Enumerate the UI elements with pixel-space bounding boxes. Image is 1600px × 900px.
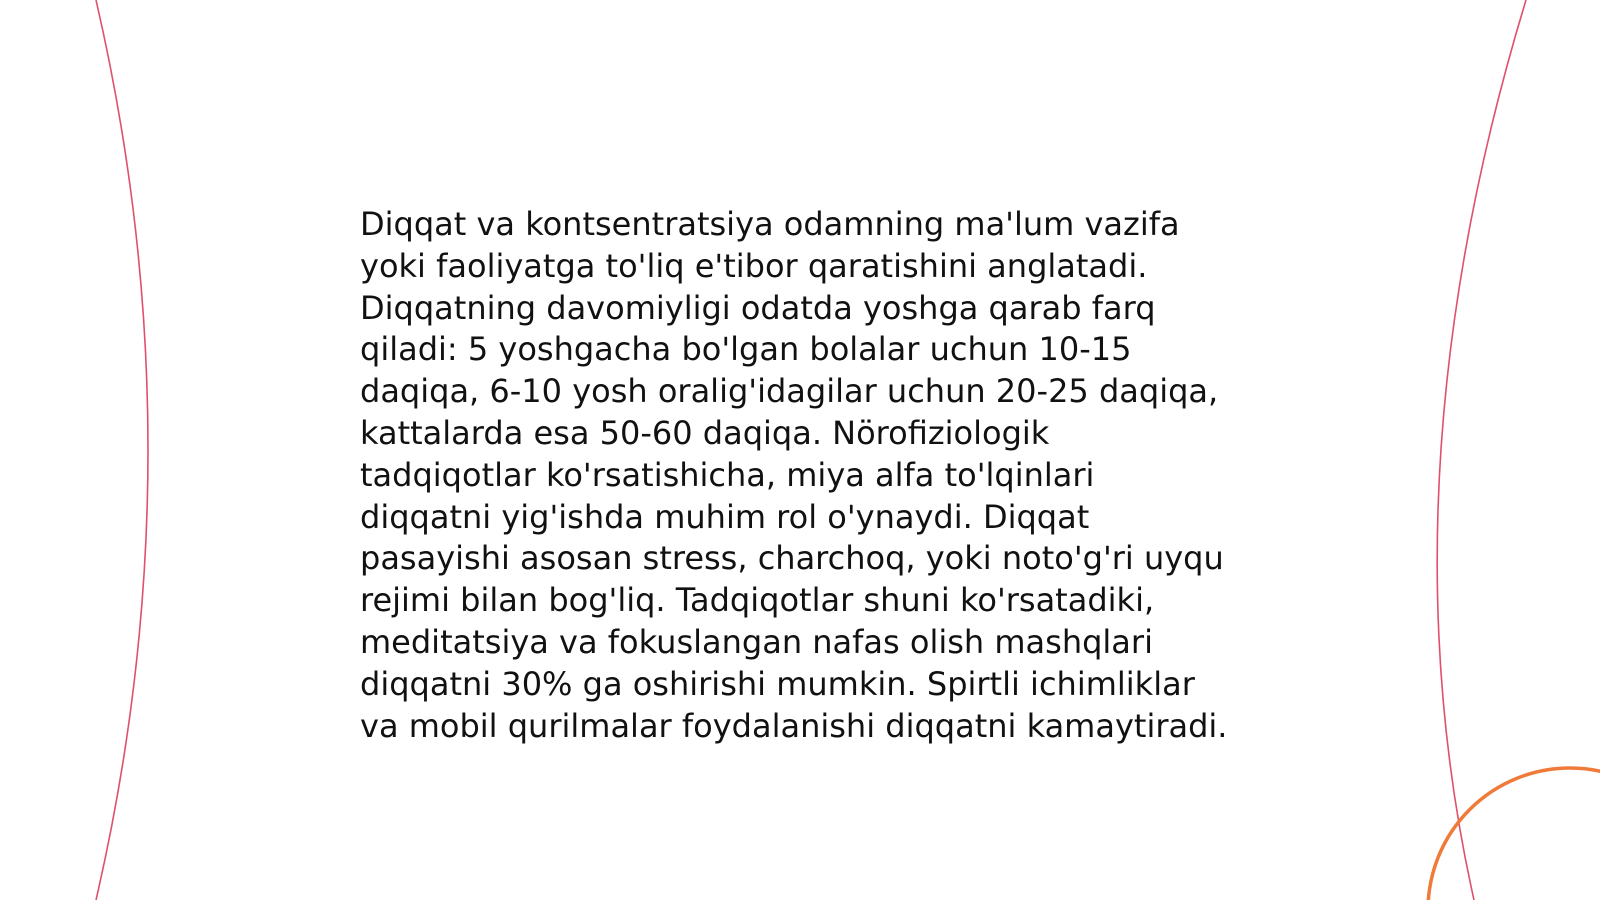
text-line: daqiqa, 6-10 yosh oralig'idagilar uchun 20-25 daqiqa, <box>360 372 1219 411</box>
text-line: qiladi: 5 yoshgacha bo'lgan bolalar uchun 10-15 <box>360 330 1132 369</box>
text-line: tadqiqotlar ko'rsatishicha, miya alfa to'lqinlari <box>360 455 1095 494</box>
right-curve-line <box>1437 0 1526 900</box>
body-paragraph <box>360 204 1260 747</box>
text-line: kattalarda esa 50-60 daqiqa. Nörofiziologik <box>360 413 1050 452</box>
text-line: pasayishi asosan stress, charchoq, yoki noto'g'ri uyqu <box>360 539 1224 578</box>
text-line: Diqqat va kontsentratsiya odamning ma'lum vazifa <box>360 205 1180 243</box>
text-line: Diqqatning davomiyligi odatda yoshga qarab farq <box>360 288 1156 327</box>
corner-circle-outline <box>1428 768 1600 900</box>
text-line: meditatsiya va fokuslangan nafas olish mashqlari <box>360 622 1153 661</box>
text-line: yoki faoliyatga to'liq e'tibor qaratishini anglatadi. <box>360 246 1148 285</box>
text-line: diqqatni yig'ishda muhim rol o'ynaydi. Diqqat <box>360 497 1090 536</box>
text-line: diqqatni 30% ga oshirishi mumkin. Spirtli ichimliklar <box>360 664 1195 703</box>
text-line: rejimi bilan bog'liq. Tadqiqotlar shuni ko'rsatadiki, <box>360 581 1155 620</box>
text-line: va mobil qurilmalar foydalanishi diqqatni kamaytiradi. <box>360 706 1228 745</box>
left-curve-line <box>96 0 148 900</box>
